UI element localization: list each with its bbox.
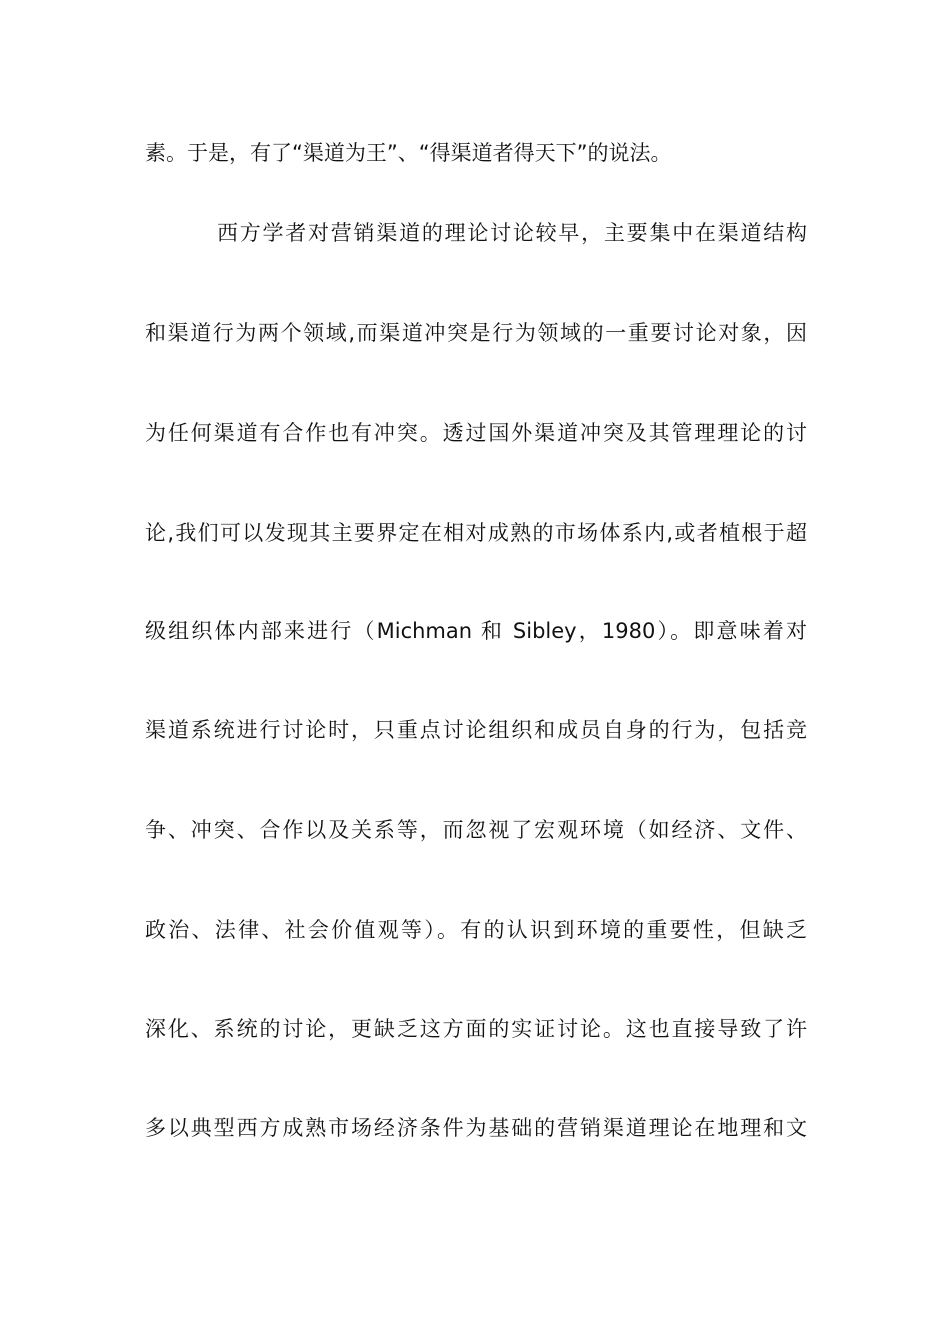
text-line-10: 深化、系统的讨论，更缺乏这方面的实证讨论。这也直接导致了许 [145,1017,807,1041]
text-line-3: 和渠道行为两个领域,而渠道冲突是行为领域的一重要讨论对象，因 [145,321,807,345]
text-line-9: 政治、法律、社会价值观等）。有的认识到环境的重要性，但缺乏 [145,918,807,942]
text-line-5: 论,我们可以发现其主要界定在相对成熟的市场体系内,或者植根于超 [145,521,807,545]
text-line-7: 渠道系统进行讨论时，只重点讨论组织和成员自身的行为，包括竞 [145,718,807,742]
text-line-2: 西方学者对营销渠道的理论讨论较早，主要集中在渠道结构 [217,221,807,245]
text-line-8: 争、冲突、合作以及关系等，而忽视了宏观环境（如经济、文件、 [145,818,807,842]
text-line-6: 级组织体内部来进行（Michman 和 Sibley，1980）。即意味着对 [145,619,807,643]
text-line-4: 为任何渠道有合作也有冲突。透过国外渠道冲突及其管理理论的讨 [145,421,807,445]
text-line-1: 素。于是，有了“渠道为王”、“得渠道者得天下”的说法。 [145,141,672,165]
text-line-11: 多以典型西方成熟市场经济条件为基础的营销渠道理论在地理和文 [145,1116,807,1140]
